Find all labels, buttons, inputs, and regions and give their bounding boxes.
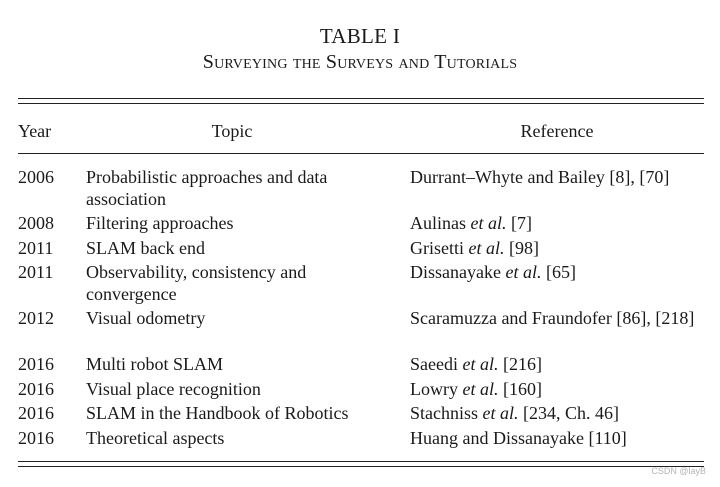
cell-topic: Filtering approaches xyxy=(86,213,234,233)
table-row xyxy=(18,379,704,401)
cell-topic: SLAM in the Handbook of Robotics xyxy=(86,403,349,423)
cell-year: 2011 xyxy=(18,262,54,282)
table-label: TABLE I xyxy=(319,24,401,48)
cell-topic: Visual odometry xyxy=(86,308,206,328)
cell-reference: Aulinas et al. [7] xyxy=(410,213,532,233)
cell-year: 2011 xyxy=(18,237,54,258)
table-row xyxy=(18,403,704,425)
header-reference: Reference xyxy=(520,121,594,141)
cell-reference: Grisetti et al. [98] xyxy=(410,237,539,258)
cell-reference: Lowry et al. [160] xyxy=(410,378,542,399)
cell-year: 2016 xyxy=(18,427,54,448)
cell-topic: Probabilistic approaches and data association xyxy=(86,167,328,209)
table-row xyxy=(18,308,704,351)
table-row xyxy=(18,262,704,305)
top-rule xyxy=(18,98,704,99)
cell-reference: Scaramuzza and Fraundofer [86], [218] xyxy=(410,308,695,328)
cell-year: 2006 xyxy=(18,167,54,187)
watermark: CSDN @layB xyxy=(651,466,706,476)
cell-reference: Saeedi et al. [216] xyxy=(410,354,542,374)
cell-topic: SLAM back end xyxy=(86,237,205,258)
header-topic: Topic xyxy=(211,121,253,141)
table-caption: Surveying the Surveys and Tutorials xyxy=(202,51,518,73)
bottom-rule-second xyxy=(18,466,704,467)
cell-year: 2016 xyxy=(18,378,54,399)
cell-reference: Durrant–Whyte and Bailey [8], [70] xyxy=(410,167,670,187)
cell-reference: Huang and Dissanayake [110] xyxy=(410,427,627,448)
cell-topic: Multi robot SLAM xyxy=(86,354,224,374)
header-year: Year xyxy=(18,121,52,141)
cell-reference: Dissanayake et al. [65] xyxy=(410,262,576,282)
cell-year: 2016 xyxy=(18,354,54,374)
table-row xyxy=(18,213,704,235)
top-rule-second xyxy=(18,103,704,104)
cell-year: 2016 xyxy=(18,403,54,423)
cell-topic: Visual place recognition xyxy=(86,378,261,399)
cell-year: 2008 xyxy=(18,213,54,233)
table-row xyxy=(18,167,704,210)
table-body xyxy=(18,167,704,452)
cell-reference: Stachniss et al. [234, Ch. 46] xyxy=(410,403,620,423)
table-row xyxy=(18,428,704,450)
header-rule xyxy=(18,153,704,154)
cell-topic: Observability, consistency and convergence xyxy=(86,262,307,304)
bottom-rule xyxy=(18,461,704,462)
cell-topic: Theoretical aspects xyxy=(86,427,225,448)
cell-year: 2012 xyxy=(18,308,54,328)
table-row xyxy=(18,354,704,376)
table-row xyxy=(18,238,704,260)
